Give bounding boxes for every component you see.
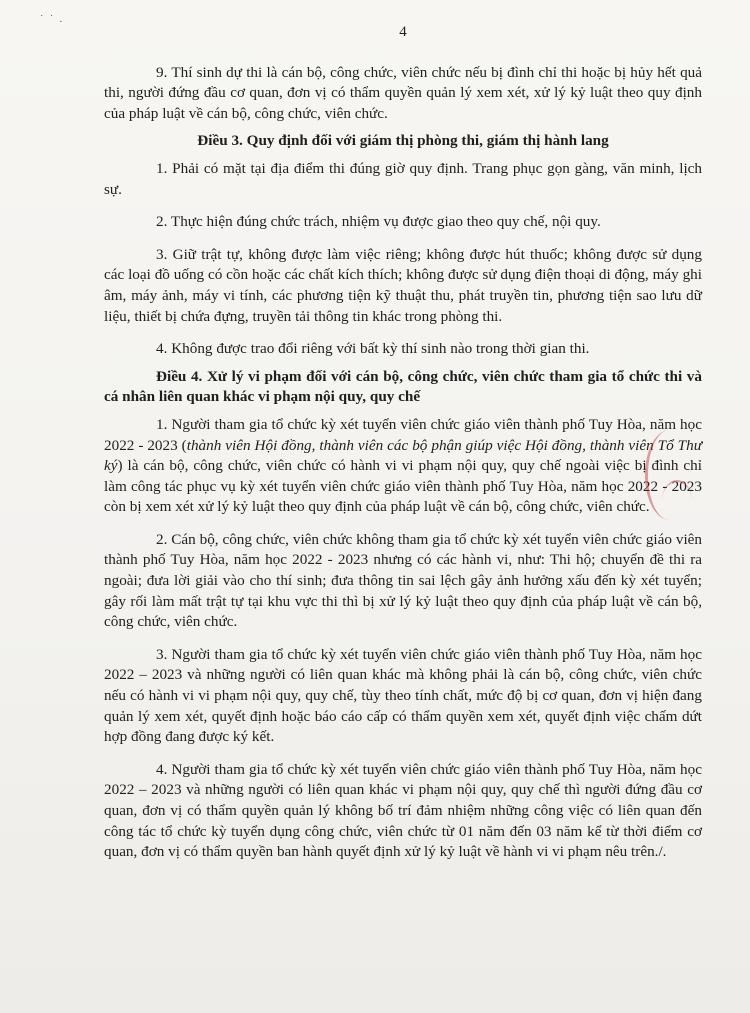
article-4-heading: Điều 4. Xử lý vi phạm đối với cán bộ, công chức, viên chức tham gia tổ chức thi và cá nhân liên quan khác vi phạm nội quy, quy chế <box>104 367 702 406</box>
red-seal-mark-inner <box>662 480 692 522</box>
article-4-item-2: 2. Cán bộ, công chức, viên chức không tham gia tổ chức kỳ xét tuyển viên chức giáo viên thành phố Tuy Hòa, năm học 2022 - 2023 nhưng có các hành vi, như: Thi hộ; chuyển đề thi ra ngoài; đưa lời giải vào cho thí sinh; đưa thông tin sai lệch gây ảnh hưởng xấu đến kỳ xét tuyển; gây rối làm mất trật tự tại khu vực thi thì bị xử lý kỷ luật theo quy định của pháp luật về cán bộ, công chức, viên chức. <box>104 530 702 631</box>
page-number: 4 <box>399 24 407 40</box>
article-3-item-4: 4. Không được trao đổi riêng với bất kỳ thí sinh nào trong thời gian thi. <box>156 340 590 358</box>
article-4-item-1-italic: thành viên Hội đồng, thành viên các bộ phận giúp việc Hội đồng, thành viên Tổ Thư ký <box>104 436 702 475</box>
article-3-item-2: 2. Thực hiện đúng chức trách, nhiệm vụ được giao theo quy chế, nội quy. <box>156 213 601 231</box>
article-4-item-1-text-c: ) là cán bộ, công chức, viên chức có hành vi vi phạm nội quy, quy chế ngoài việc bị đình chỉ làm công tác phục vụ kỳ xét tuyển viên chức giáo viên thành phố Tuy Hòa, năm học 2022 - 2023 còn bị xem xét xử lý kỷ luật theo quy định của pháp luật về cán bộ, công chức, viên chức. <box>104 457 702 516</box>
article-4-item-1 <box>104 415 702 518</box>
paragraph-item-9: 9. Thí sinh dự thi là cán bộ, công chức, viên chức nếu bị đình chỉ thi hoặc bị hủy hết quả thi, người đứng đầu cơ quan, đơn vị có thẩm quyền quản lý xem xét, xử lý kỷ luật theo quy định của pháp luật về cán bộ, công chức, viên chức. <box>104 63 702 122</box>
article-3-heading: Điều 3. Quy định đối với giám thị phòng thi, giám thị hành lang <box>197 132 609 150</box>
article-3-item-3: 3. Giữ trật tự, không được làm việc riêng; không được hút thuốc; không được sử dụng các loại đồ uống có cồn hoặc các chất kích thích; không được sử dụng điện thoại di động, máy ghi âm, máy ảnh, máy vi tính, các phương tiện kỹ thuật thu, phát truyền tin, phương tiện sao lưu dữ liệu, thiết bị chứa đựng, truyền tải thông tin khác trong phòng thi. <box>104 245 702 325</box>
scan-speck: ˙ ˙ . <box>40 14 65 25</box>
article-3-item-1: 1. Phải có mặt tại địa điểm thi đúng giờ quy định. Trang phục gọn gàng, văn minh, lịch sự. <box>104 159 702 198</box>
article-4-item-3: 3. Người tham gia tổ chức kỳ xét tuyển viên chức giáo viên thành phố Tuy Hòa, năm học 2022 – 2023 và những người có liên quan khác mà không phải là cán bộ, công chức, viên chức nếu có hành vi vi phạm nội quy, quy chế, tùy theo tính chất, mức độ bị cơ quan, đơn vị hiện đang quản lý xem xét, quyết định hoặc báo cáo cấp có thẩm quyền xem xét, quyết định việc chấm dứt hợp đồng đang được ký kết. <box>104 645 702 746</box>
article-4-item-4: 4. Người tham gia tổ chức kỳ xét tuyển viên chức giáo viên thành phố Tuy Hòa, năm học 2022 – 2023 và những người có liên quan khác vi phạm nội quy, quy chế thì người đứng đầu cơ quan, đơn vị có thẩm quyền quản lý không bố trí đảm nhiệm những công việc có liên quan đến công tác tổ chức kỳ tuyển dụng công chức, viên chức từ 01 năm đến 03 năm kể từ thời điểm cơ quan, đơn vị có thẩm quyền ban hành quyết định xử lý kỷ luật về hành vi vi phạm nêu trên./. <box>104 760 702 861</box>
article-4-item-1-text-a: 1. Người tham gia tổ chức kỳ xét tuyển viên chức giáo viên thành phố Tuy Hòa, năm học 2022 - 2023 ( <box>104 415 702 454</box>
